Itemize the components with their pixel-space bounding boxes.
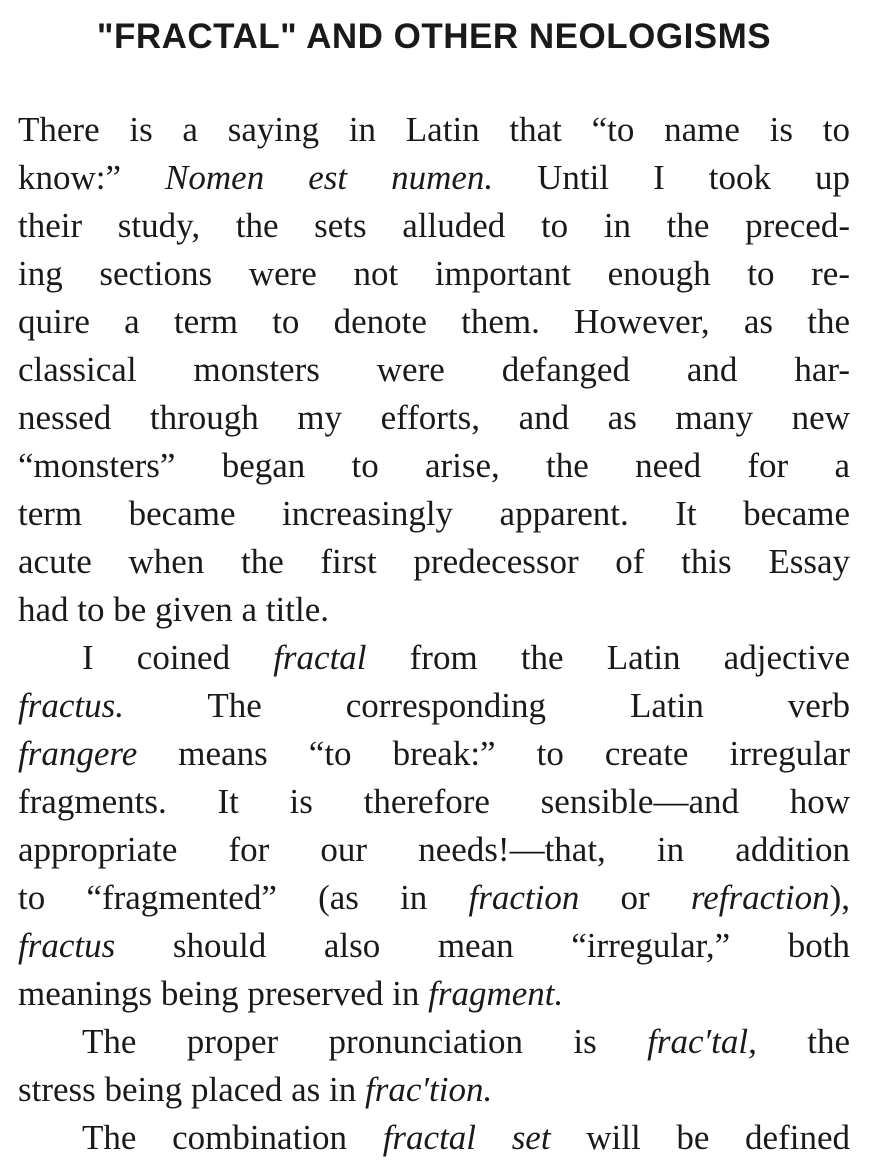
text-line (18, 394, 850, 442)
text-segment: ing sections were not important enough to re- (18, 254, 850, 293)
text-segment: fragments. It is therefore sensible—and how (18, 782, 850, 821)
text-line (18, 970, 850, 1018)
text-segment: the (756, 1022, 850, 1061)
text-segment: ), (829, 878, 850, 917)
italic-text: fractus. (18, 686, 124, 725)
text-segment: quire a term to denote them. However, as the (18, 302, 850, 341)
text-line (18, 154, 850, 202)
text-segment: meanings being preserved in (18, 974, 429, 1013)
text-line (18, 922, 850, 970)
text-segment: from the Latin adjective (366, 638, 850, 677)
text-line (18, 202, 850, 250)
section-heading: "FRACTAL" AND OTHER NEOLOGISMS (96, 17, 772, 56)
italic-text: Nomen est numen. (165, 158, 494, 197)
text-line (18, 826, 850, 874)
text-segment: means “to break:” to create irregular (137, 734, 850, 773)
italic-text: fractus (18, 926, 116, 965)
italic-text: fraction (468, 878, 580, 917)
text-line (18, 874, 850, 922)
text-segment: The proper pronunciation is (82, 1022, 648, 1061)
italic-text: fragment. (428, 974, 564, 1013)
text-line (18, 634, 850, 682)
text-segment: The combination (82, 1118, 383, 1157)
text-line (18, 778, 850, 826)
text-segment: term became increasingly apparent. It became (18, 494, 850, 533)
text-segment: The corresponding Latin verb (123, 686, 850, 725)
text-segment: classical monsters were defanged and har- (18, 350, 850, 389)
text-segment: or (579, 878, 691, 917)
text-line (18, 442, 850, 490)
italic-text: fractal set (382, 1118, 551, 1157)
italic-text: frac′tion. (365, 1070, 493, 1109)
text-segment: There is a saying in Latin that “to name is to (18, 110, 850, 149)
text-line (18, 106, 850, 154)
text-line (18, 538, 850, 586)
text-segment: will be defined (550, 1118, 850, 1157)
text-segment: Until I took up (493, 158, 850, 197)
text-segment: had to be given a title. (18, 590, 330, 629)
text-line (18, 1066, 850, 1114)
body-text (18, 106, 850, 1162)
text-segment: “monsters” began to arise, the need for a (18, 446, 850, 485)
text-segment: stress being placed as in (18, 1070, 365, 1109)
text-line (18, 490, 850, 538)
text-line (18, 586, 850, 634)
text-line (18, 682, 850, 730)
text-segment: acute when the first predecessor of this Essay (18, 542, 850, 581)
text-line (18, 1018, 850, 1066)
text-segment: know:” (18, 158, 166, 197)
italic-text: fractal (273, 638, 367, 677)
text-segment: their study, the sets alluded to in the preced- (18, 206, 850, 245)
text-line (18, 1114, 850, 1162)
italic-text: frac′tal, (647, 1022, 757, 1061)
text-line (18, 346, 850, 394)
text-line (18, 250, 850, 298)
text-segment: nessed through my efforts, and as many new (18, 398, 850, 437)
italic-text: frangere (18, 734, 138, 773)
text-segment: I coined (82, 638, 274, 677)
text-segment: appropriate for our needs!—that, in addition (18, 830, 850, 869)
text-segment: should also mean “irregular,” both (115, 926, 850, 965)
text-line (18, 730, 850, 778)
text-line (18, 298, 850, 346)
text-segment: to “fragmented” (as in (18, 878, 469, 917)
italic-text: refraction (690, 878, 830, 917)
document-page (18, 0, 850, 1157)
